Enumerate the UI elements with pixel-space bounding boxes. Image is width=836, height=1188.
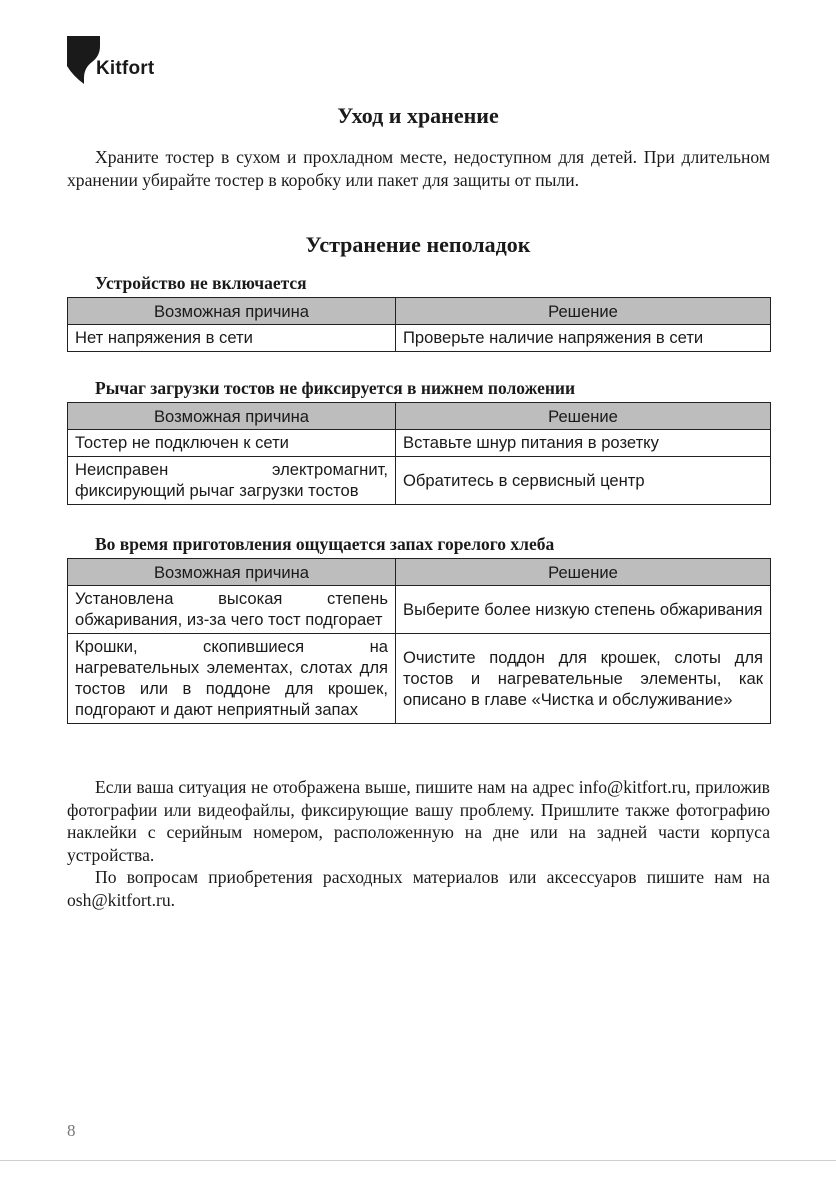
cause-cell: Неисправен электромагнит, фиксирующий рычаг загрузки тостов [68, 457, 396, 505]
care-paragraph: Храните тостер в сухом и прохладном месте, недоступном для детей. При длительном хранении убирайте тостер в коробку или пакет для защиты от пыли. [67, 147, 770, 190]
table-row [68, 325, 771, 352]
bottom-divider [0, 1160, 836, 1161]
table-row [68, 586, 771, 634]
solution-cell: Вставьте шнур питания в розетку [396, 430, 771, 457]
cause-cell: Крошки, скопившиеся на нагревательных элементах, слотах для тостов или в поддоне для крошек, подгорают и дают неприятный запах [68, 634, 396, 724]
contact-paragraph: Если ваша ситуация не отображена выше, пишите нам на адрес info@kitfort.ru, приложив фотографии или видеофайлы, фиксирующие вашу проблему. Пришлите также фотографию наклейки с серийным номером, расположенную на дне или на задней части корпуса устройства. [67, 777, 770, 865]
column-header-solution: Решение [396, 559, 771, 586]
trouble-table [67, 402, 771, 505]
trouble-table [67, 297, 771, 352]
column-header-solution: Решение [396, 403, 771, 430]
solution-cell: Проверьте наличие напряжения в сети [396, 325, 771, 352]
column-header-solution: Решение [396, 298, 771, 325]
section-heading: Во время приготовления ощущается запах горелого хлеба [95, 534, 555, 554]
column-header-cause: Возможная причина [68, 559, 396, 586]
section-heading: Устройство не включается [95, 273, 307, 293]
table-header-row [68, 403, 771, 430]
page-number: 8 [67, 1121, 76, 1140]
column-header-cause: Возможная причина [68, 298, 396, 325]
care-title: Уход и хранение [337, 103, 499, 128]
cause-cell: Установлена высокая степень обжаривания, из-за чего тост подгорает [68, 586, 396, 634]
table-header-row [68, 559, 771, 586]
brand-name: Kitfort [96, 58, 155, 79]
table-row [68, 457, 771, 505]
section-heading: Рычаг загрузки тостов не фиксируется в нижнем положении [95, 378, 576, 398]
cause-cell: Тостер не подключен к сети [68, 430, 396, 457]
table-header-row [68, 298, 771, 325]
accessories-paragraph: По вопросам приобретения расходных материалов или аксессуаров пишите нам на osh@kitfort.ru. [67, 867, 770, 910]
solution-cell: Очистите поддон для крошек, слоты для тостов и нагревательные элементы, как описано в главе «Чистка и обслуживание» [396, 634, 771, 724]
solution-cell: Выберите более низкую степень обжаривания [396, 586, 771, 634]
cause-cell: Нет напряжения в сети [68, 325, 396, 352]
table-row [68, 634, 771, 724]
solution-cell: Обратитесь в сервисный центр [396, 457, 771, 505]
troubleshooting-title: Устранение неполадок [305, 232, 531, 257]
table-row [68, 430, 771, 457]
column-header-cause: Возможная причина [68, 403, 396, 430]
trouble-table [67, 558, 771, 724]
